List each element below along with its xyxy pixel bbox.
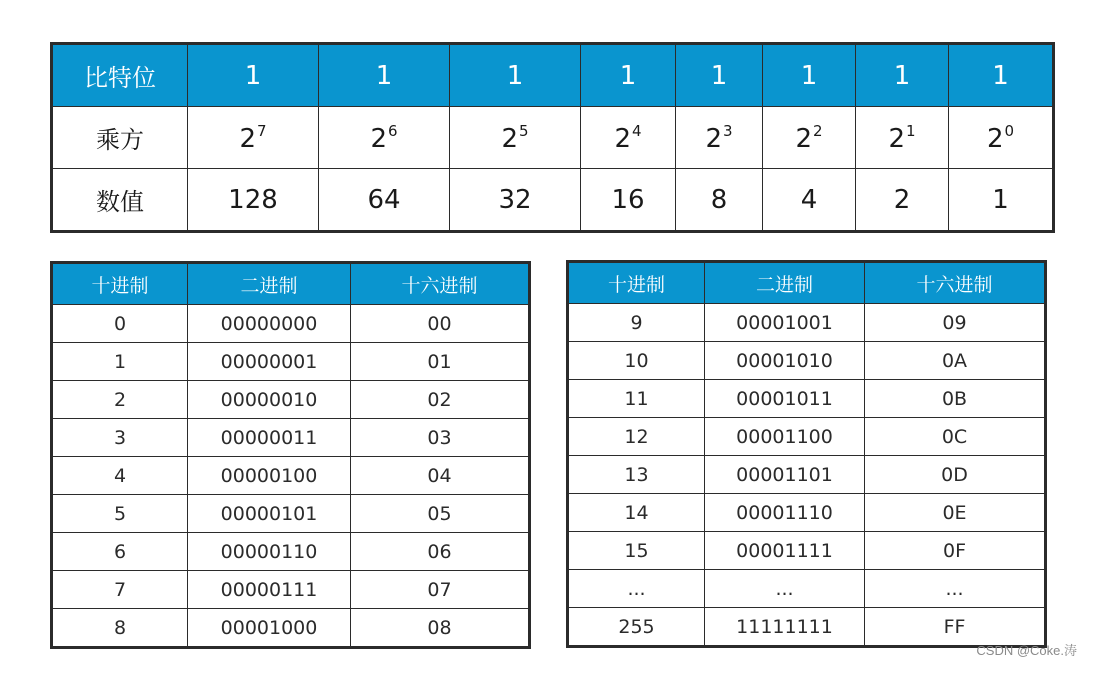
value-cell: 64	[319, 169, 450, 231]
power-exponent: 1	[906, 121, 916, 140]
value-cell: 1	[949, 169, 1053, 231]
value-cell: 8	[676, 169, 763, 231]
hex-cell: 0F	[865, 532, 1045, 570]
hex-cell: 05	[351, 495, 529, 533]
header-binary: 二进制	[188, 264, 351, 305]
table-row	[569, 304, 1045, 342]
bit-cell: 1	[856, 45, 949, 107]
value-cell: 4	[763, 169, 856, 231]
header-decimal: 十进制	[53, 264, 188, 305]
conversion-table-left	[52, 263, 529, 647]
hex-cell: 00	[351, 305, 529, 343]
power-cell	[676, 107, 763, 169]
table-row	[569, 494, 1045, 532]
table-row	[569, 418, 1045, 456]
table-row	[53, 305, 529, 343]
binary-cell: 00000000	[188, 305, 351, 343]
table-row	[569, 342, 1045, 380]
binary-cell: 00001101	[705, 456, 865, 494]
decimal-cell: 7	[53, 571, 188, 609]
power-cell	[763, 107, 856, 169]
watermark-text: CSDN @Coke.涛	[976, 643, 1077, 658]
hex-cell: 0D	[865, 456, 1045, 494]
header-decimal: 十进制	[569, 263, 705, 304]
hex-cell: 03	[351, 419, 529, 457]
decimal-cell: 14	[569, 494, 705, 532]
header-binary: 二进制	[705, 263, 865, 304]
bit-cell: 1	[581, 45, 676, 107]
bit-cell: 1	[949, 45, 1053, 107]
bit-cell: 1	[188, 45, 319, 107]
binary-cell: 00000111	[188, 571, 351, 609]
value-cell: 128	[188, 169, 319, 231]
power-base: 2	[614, 123, 631, 154]
power-cell	[319, 107, 450, 169]
decimal-cell: 0	[53, 305, 188, 343]
table-row	[53, 381, 529, 419]
value-cell: 32	[450, 169, 581, 231]
power-base: 2	[705, 123, 722, 154]
hex-cell: 08	[351, 609, 529, 647]
table-row	[53, 419, 529, 457]
power-exponent: 7	[257, 121, 267, 140]
hex-cell: 02	[351, 381, 529, 419]
decimal-cell: 12	[569, 418, 705, 456]
binary-cell: 00000001	[188, 343, 351, 381]
power-cell	[581, 107, 676, 169]
decimal-cell: 13	[569, 456, 705, 494]
bit-cell: 1	[319, 45, 450, 107]
power-base: 2	[888, 123, 905, 154]
power-row	[53, 107, 1053, 169]
power-base: 2	[501, 123, 518, 154]
decimal-cell: 2	[53, 381, 188, 419]
binary-cell: 00001110	[705, 494, 865, 532]
power-cell	[949, 107, 1053, 169]
binary-cell: 00001011	[705, 380, 865, 418]
power-base: 2	[986, 123, 1004, 154]
decimal-cell: 5	[53, 495, 188, 533]
bit-row-label: 比特位	[53, 45, 188, 107]
power-row-label: 乘方	[53, 107, 188, 169]
hex-cell: 0A	[865, 342, 1045, 380]
decimal-cell: 6	[53, 533, 188, 571]
hex-cell: 07	[351, 571, 529, 609]
decimal-cell: 4	[53, 457, 188, 495]
decimal-cell: 3	[53, 419, 188, 457]
header-hex: 十六进制	[865, 263, 1045, 304]
hex-cell: 0C	[865, 418, 1045, 456]
hex-cell: 09	[865, 304, 1045, 342]
binary-cell: 00000011	[188, 419, 351, 457]
table-row	[569, 456, 1045, 494]
decimal-cell: 11	[569, 380, 705, 418]
binary-cell: 00000100	[188, 457, 351, 495]
table-row	[53, 609, 529, 647]
table-row	[53, 343, 529, 381]
binary-cell: 00000010	[188, 381, 351, 419]
binary-cell: 11111111	[705, 608, 865, 646]
table-row	[53, 533, 529, 571]
value-row-label: 数值	[53, 169, 188, 231]
binary-cell: ...	[705, 570, 865, 608]
hex-cell: ...	[865, 570, 1045, 608]
hex-cell: 01	[351, 343, 529, 381]
binary-cell: 00001000	[188, 609, 351, 647]
binary-cell: 00001001	[705, 304, 865, 342]
table-row	[569, 570, 1045, 608]
value-cell: 16	[581, 169, 676, 231]
table-row	[569, 608, 1045, 646]
decimal-cell: 8	[53, 609, 188, 647]
binary-cell: 00000101	[188, 495, 351, 533]
power-exponent: 5	[519, 121, 529, 140]
value-cell: 2	[856, 169, 949, 231]
table-row	[569, 532, 1045, 570]
decimal-cell: 10	[569, 342, 705, 380]
value-row	[53, 169, 1053, 231]
conversion-table-right	[568, 262, 1045, 646]
power-exponent: 6	[388, 121, 398, 140]
power-base: 2	[370, 123, 387, 154]
hex-cell: FF	[865, 608, 1045, 646]
binary-cell: 00001100	[705, 418, 865, 456]
table-header-row	[53, 264, 529, 305]
header-hex: 十六进制	[351, 264, 529, 305]
power-exponent: 0	[1004, 121, 1015, 140]
decimal-cell: 15	[569, 532, 705, 570]
decimal-cell: 9	[569, 304, 705, 342]
binary-cell: 00001010	[705, 342, 865, 380]
power-cell	[856, 107, 949, 169]
binary-cell: 00000110	[188, 533, 351, 571]
bit-row	[53, 45, 1053, 107]
power-base: 2	[239, 123, 256, 154]
bit-cell: 1	[676, 45, 763, 107]
decimal-cell: 255	[569, 608, 705, 646]
bit-cell: 1	[763, 45, 856, 107]
power-exponent: 3	[723, 121, 733, 140]
power-cell	[188, 107, 319, 169]
power-cell	[450, 107, 581, 169]
table-row	[569, 380, 1045, 418]
table-header-row	[569, 263, 1045, 304]
power-exponent: 2	[813, 121, 823, 140]
hex-cell: 06	[351, 533, 529, 571]
table-row	[53, 495, 529, 533]
hex-cell: 0B	[865, 380, 1045, 418]
table-row	[53, 457, 529, 495]
table-row	[53, 571, 529, 609]
hex-cell: 0E	[865, 494, 1045, 532]
decimal-cell: ...	[569, 570, 705, 608]
bit-power-table	[52, 44, 1053, 231]
power-base: 2	[795, 123, 812, 154]
power-exponent: 4	[632, 121, 642, 140]
binary-cell: 00001111	[705, 532, 865, 570]
decimal-cell: 1	[53, 343, 188, 381]
bit-cell: 1	[450, 45, 581, 107]
hex-cell: 04	[351, 457, 529, 495]
